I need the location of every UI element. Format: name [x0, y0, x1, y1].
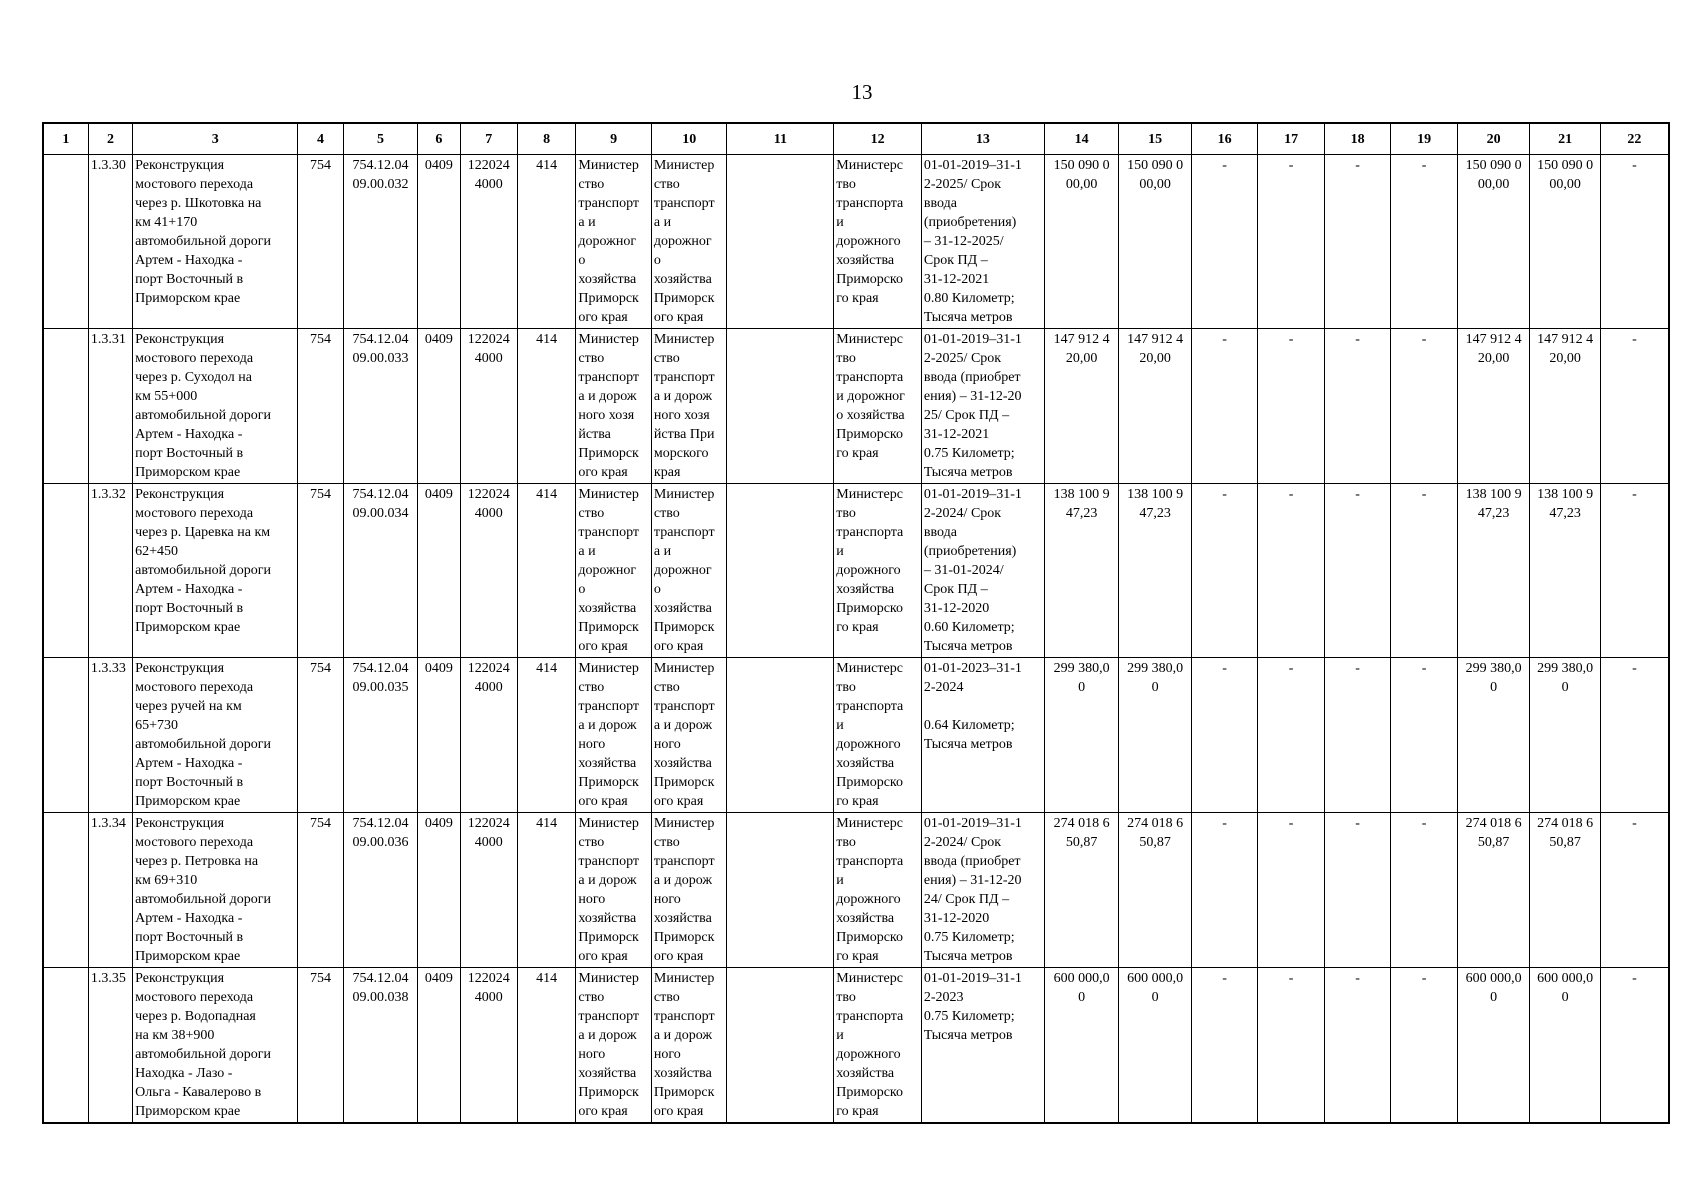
- cell-col-15: 150 090 0 00,00: [1119, 155, 1192, 329]
- column-header-9: 9: [576, 123, 652, 155]
- column-header-15: 15: [1119, 123, 1192, 155]
- cell-col-18: -: [1324, 329, 1390, 484]
- cell-col-16: -: [1191, 658, 1257, 813]
- cell-col-8: 414: [517, 658, 575, 813]
- cell-col-3: Реконструкция мостового перехода через р. Водопадная на км 38+900 автомобильной дороги Находка - Лазо - Ольга - Кавалерово в Приморском крае: [133, 968, 298, 1124]
- data-table: [42, 122, 1670, 1124]
- cell-col-19: -: [1391, 658, 1457, 813]
- cell-col-1: [43, 813, 88, 968]
- column-header-13: 13: [921, 123, 1044, 155]
- cell-col-2: 1.3.30: [88, 155, 132, 329]
- page-number: 13: [851, 80, 873, 104]
- cell-col-13: 01-01-2019–31-1 2-2025/ Срок ввода (приобретения) – 31-12-2025/ Срок ПД – 31-12-2021 0.80 Километр; Тысяча метров: [921, 155, 1044, 329]
- cell-col-3: Реконструкция мостового перехода через р. Шкотовка на км 41+170 автомобильной дороги Артем - Находка - порт Восточный в Приморском крае: [133, 155, 298, 329]
- cell-col-19: -: [1391, 329, 1457, 484]
- cell-col-18: -: [1324, 813, 1390, 968]
- cell-col-12: Министерс тво транспорта и дорожного хозяйства Приморско го края: [834, 484, 922, 658]
- cell-col-7: 122024 4000: [460, 155, 517, 329]
- cell-col-6: 0409: [418, 658, 460, 813]
- cell-col-22: -: [1600, 484, 1669, 658]
- cell-col-17: -: [1258, 968, 1324, 1124]
- cell-col-20: 299 380,0 0: [1457, 658, 1530, 813]
- cell-col-7: 122024 4000: [460, 329, 517, 484]
- cell-col-8: 414: [517, 329, 575, 484]
- cell-col-17: -: [1258, 155, 1324, 329]
- cell-col-20: 138 100 9 47,23: [1457, 484, 1530, 658]
- cell-col-9: Министер ство транспорт а и дорожног о хозяйства Приморск ого края: [576, 484, 652, 658]
- column-header-22: 22: [1600, 123, 1669, 155]
- cell-col-14: 147 912 4 20,00: [1044, 329, 1119, 484]
- cell-col-11: [727, 658, 834, 813]
- cell-col-18: -: [1324, 968, 1390, 1124]
- cell-col-13: 01-01-2019–31-1 2-2024/ Срок ввода (приобретения) – 31-01-2024/ Срок ПД – 31-12-2020 0.60 Километр; Тысяча метров: [921, 484, 1044, 658]
- column-header-2: 2: [88, 123, 132, 155]
- cell-col-21: 274 018 6 50,87: [1530, 813, 1601, 968]
- cell-col-9: Министер ство транспорт а и дорож ного хозяйства Приморск ого края: [576, 968, 652, 1124]
- cell-col-22: -: [1600, 658, 1669, 813]
- cell-col-18: -: [1324, 658, 1390, 813]
- cell-col-17: -: [1258, 658, 1324, 813]
- column-header-8: 8: [517, 123, 575, 155]
- column-header-3: 3: [133, 123, 298, 155]
- column-header-17: 17: [1258, 123, 1324, 155]
- cell-col-22: -: [1600, 968, 1669, 1124]
- cell-col-10: Министер ство транспорт а и дорож ного хозяйства Приморск ого края: [651, 813, 727, 968]
- cell-col-4: 754: [298, 968, 343, 1124]
- cell-col-16: -: [1191, 968, 1257, 1124]
- cell-col-12: Министерс тво транспорта и дорожного хозяйства Приморско го края: [834, 155, 922, 329]
- cell-col-10: Министер ство транспорт а и дорожног о хозяйства Приморск ого края: [651, 155, 727, 329]
- cell-col-1: [43, 968, 88, 1124]
- cell-col-7: 122024 4000: [460, 813, 517, 968]
- cell-col-21: 150 090 0 00,00: [1530, 155, 1601, 329]
- cell-col-16: -: [1191, 329, 1257, 484]
- cell-col-22: -: [1600, 813, 1669, 968]
- cell-col-17: -: [1258, 484, 1324, 658]
- table-row: [43, 968, 1669, 1124]
- cell-col-6: 0409: [418, 484, 460, 658]
- cell-col-7: 122024 4000: [460, 968, 517, 1124]
- cell-col-12: Министерс тво транспорта и дорожного хозяйства Приморско го края: [834, 968, 922, 1124]
- cell-col-20: 600 000,0 0: [1457, 968, 1530, 1124]
- cell-col-9: Министер ство транспорт а и дорожног о хозяйства Приморск ого края: [576, 155, 652, 329]
- cell-col-19: -: [1391, 155, 1457, 329]
- cell-col-8: 414: [517, 155, 575, 329]
- cell-col-16: -: [1191, 155, 1257, 329]
- cell-col-13: 01-01-2023–31-1 2-2024 0.64 Километр; Тысяча метров: [921, 658, 1044, 813]
- cell-col-19: -: [1391, 484, 1457, 658]
- cell-col-18: -: [1324, 155, 1390, 329]
- table-row: [43, 484, 1669, 658]
- cell-col-20: 147 912 4 20,00: [1457, 329, 1530, 484]
- cell-col-13: 01-01-2019–31-1 2-2025/ Срок ввода (приобрет ения) – 31-12-20 25/ Срок ПД – 31-12-2021 0.75 Километр; Тысяча метров: [921, 329, 1044, 484]
- cell-col-9: Министер ство транспорт а и дорож ного хозя йства Приморск ого края: [576, 329, 652, 484]
- cell-col-17: -: [1258, 329, 1324, 484]
- cell-col-21: 147 912 4 20,00: [1530, 329, 1601, 484]
- cell-col-2: 1.3.33: [88, 658, 132, 813]
- column-header-18: 18: [1324, 123, 1390, 155]
- cell-col-12: Министерс тво транспорта и дорожного хозяйства Приморско го края: [834, 658, 922, 813]
- cell-col-7: 122024 4000: [460, 658, 517, 813]
- cell-col-21: 138 100 9 47,23: [1530, 484, 1601, 658]
- column-header-12: 12: [834, 123, 922, 155]
- cell-col-14: 299 380,0 0: [1044, 658, 1119, 813]
- cell-col-4: 754: [298, 813, 343, 968]
- column-header-21: 21: [1530, 123, 1601, 155]
- cell-col-5: 754.12.04 09.00.035: [343, 658, 418, 813]
- cell-col-5: 754.12.04 09.00.038: [343, 968, 418, 1124]
- cell-col-10: Министер ство транспорт а и дорож ного хозя йства При морского края: [651, 329, 727, 484]
- cell-col-7: 122024 4000: [460, 484, 517, 658]
- column-header-1: 1: [43, 123, 88, 155]
- cell-col-8: 414: [517, 968, 575, 1124]
- cell-col-14: 274 018 6 50,87: [1044, 813, 1119, 968]
- column-header-10: 10: [651, 123, 727, 155]
- cell-col-5: 754.12.04 09.00.036: [343, 813, 418, 968]
- cell-col-6: 0409: [418, 329, 460, 484]
- column-header-11: 11: [727, 123, 834, 155]
- cell-col-1: [43, 329, 88, 484]
- cell-col-14: 150 090 0 00,00: [1044, 155, 1119, 329]
- cell-col-20: 274 018 6 50,87: [1457, 813, 1530, 968]
- cell-col-3: Реконструкция мостового перехода через ручей на км 65+730 автомобильной дороги Артем - Находка - порт Восточный в Приморском крае: [133, 658, 298, 813]
- column-header-6: 6: [418, 123, 460, 155]
- cell-col-15: 147 912 4 20,00: [1119, 329, 1192, 484]
- cell-col-4: 754: [298, 155, 343, 329]
- cell-col-21: 600 000,0 0: [1530, 968, 1601, 1124]
- cell-col-22: -: [1600, 329, 1669, 484]
- cell-col-17: -: [1258, 813, 1324, 968]
- cell-col-11: [727, 813, 834, 968]
- column-header-19: 19: [1391, 123, 1457, 155]
- column-header-20: 20: [1457, 123, 1530, 155]
- cell-col-10: Министер ство транспорт а и дорож ного хозяйства Приморск ого края: [651, 658, 727, 813]
- column-header-4: 4: [298, 123, 343, 155]
- cell-col-5: 754.12.04 09.00.032: [343, 155, 418, 329]
- table-row: [43, 155, 1669, 329]
- cell-col-6: 0409: [418, 155, 460, 329]
- cell-col-20: 150 090 0 00,00: [1457, 155, 1530, 329]
- cell-col-15: 274 018 6 50,87: [1119, 813, 1192, 968]
- cell-col-4: 754: [298, 658, 343, 813]
- cell-col-8: 414: [517, 813, 575, 968]
- cell-col-4: 754: [298, 329, 343, 484]
- cell-col-14: 138 100 9 47,23: [1044, 484, 1119, 658]
- column-header-5: 5: [343, 123, 418, 155]
- table-row: [43, 329, 1669, 484]
- cell-col-6: 0409: [418, 813, 460, 968]
- cell-col-3: Реконструкция мостового перехода через р. Петровка на км 69+310 автомобильной дороги Артем - Находка - порт Восточный в Приморском крае: [133, 813, 298, 968]
- table-body: [43, 155, 1669, 1124]
- cell-col-18: -: [1324, 484, 1390, 658]
- cell-col-12: Министерс тво транспорта и дорожного хозяйства Приморско го края: [834, 813, 922, 968]
- cell-col-11: [727, 968, 834, 1124]
- cell-col-3: Реконструкция мостового перехода через р. Царевка на км 62+450 автомобильной дороги Артем - Находка - порт Восточный в Приморском крае: [133, 484, 298, 658]
- cell-col-19: -: [1391, 813, 1457, 968]
- cell-col-1: [43, 484, 88, 658]
- cell-col-1: [43, 155, 88, 329]
- cell-col-10: Министер ство транспорт а и дорож ного хозяйства Приморск ого края: [651, 968, 727, 1124]
- cell-col-4: 754: [298, 484, 343, 658]
- cell-col-10: Министер ство транспорт а и дорожног о хозяйства Приморск ого края: [651, 484, 727, 658]
- cell-col-15: 138 100 9 47,23: [1119, 484, 1192, 658]
- cell-col-9: Министер ство транспорт а и дорож ного хозяйства Приморск ого края: [576, 813, 652, 968]
- table-row: [43, 658, 1669, 813]
- cell-col-2: 1.3.31: [88, 329, 132, 484]
- cell-col-5: 754.12.04 09.00.033: [343, 329, 418, 484]
- column-header-16: 16: [1191, 123, 1257, 155]
- cell-col-14: 600 000,0 0: [1044, 968, 1119, 1124]
- cell-col-12: Министерс тво транспорта и дорожног о хозяйства Приморско го края: [834, 329, 922, 484]
- cell-col-2: 1.3.32: [88, 484, 132, 658]
- cell-col-6: 0409: [418, 968, 460, 1124]
- cell-col-3: Реконструкция мостового перехода через р. Суходол на км 55+000 автомобильной дороги Артем - Находка - порт Восточный в Приморском крае: [133, 329, 298, 484]
- cell-col-2: 1.3.35: [88, 968, 132, 1124]
- cell-col-16: -: [1191, 813, 1257, 968]
- header-row: [43, 123, 1669, 155]
- cell-col-5: 754.12.04 09.00.034: [343, 484, 418, 658]
- cell-col-11: [727, 155, 834, 329]
- cell-col-13: 01-01-2019–31-1 2-2024/ Срок ввода (приобрет ения) – 31-12-20 24/ Срок ПД – 31-12-2020 0.75 Километр; Тысяча метров: [921, 813, 1044, 968]
- cell-col-19: -: [1391, 968, 1457, 1124]
- cell-col-11: [727, 329, 834, 484]
- cell-col-1: [43, 658, 88, 813]
- column-header-14: 14: [1044, 123, 1119, 155]
- cell-col-22: -: [1600, 155, 1669, 329]
- cell-col-13: 01-01-2019–31-1 2-2023 0.75 Километр; Тысяча метров: [921, 968, 1044, 1124]
- cell-col-9: Министер ство транспорт а и дорож ного хозяйства Приморск ого края: [576, 658, 652, 813]
- table-row: [43, 813, 1669, 968]
- cell-col-16: -: [1191, 484, 1257, 658]
- cell-col-2: 1.3.34: [88, 813, 132, 968]
- cell-col-11: [727, 484, 834, 658]
- cell-col-8: 414: [517, 484, 575, 658]
- cell-col-21: 299 380,0 0: [1530, 658, 1601, 813]
- cell-col-15: 600 000,0 0: [1119, 968, 1192, 1124]
- cell-col-15: 299 380,0 0: [1119, 658, 1192, 813]
- column-header-7: 7: [460, 123, 517, 155]
